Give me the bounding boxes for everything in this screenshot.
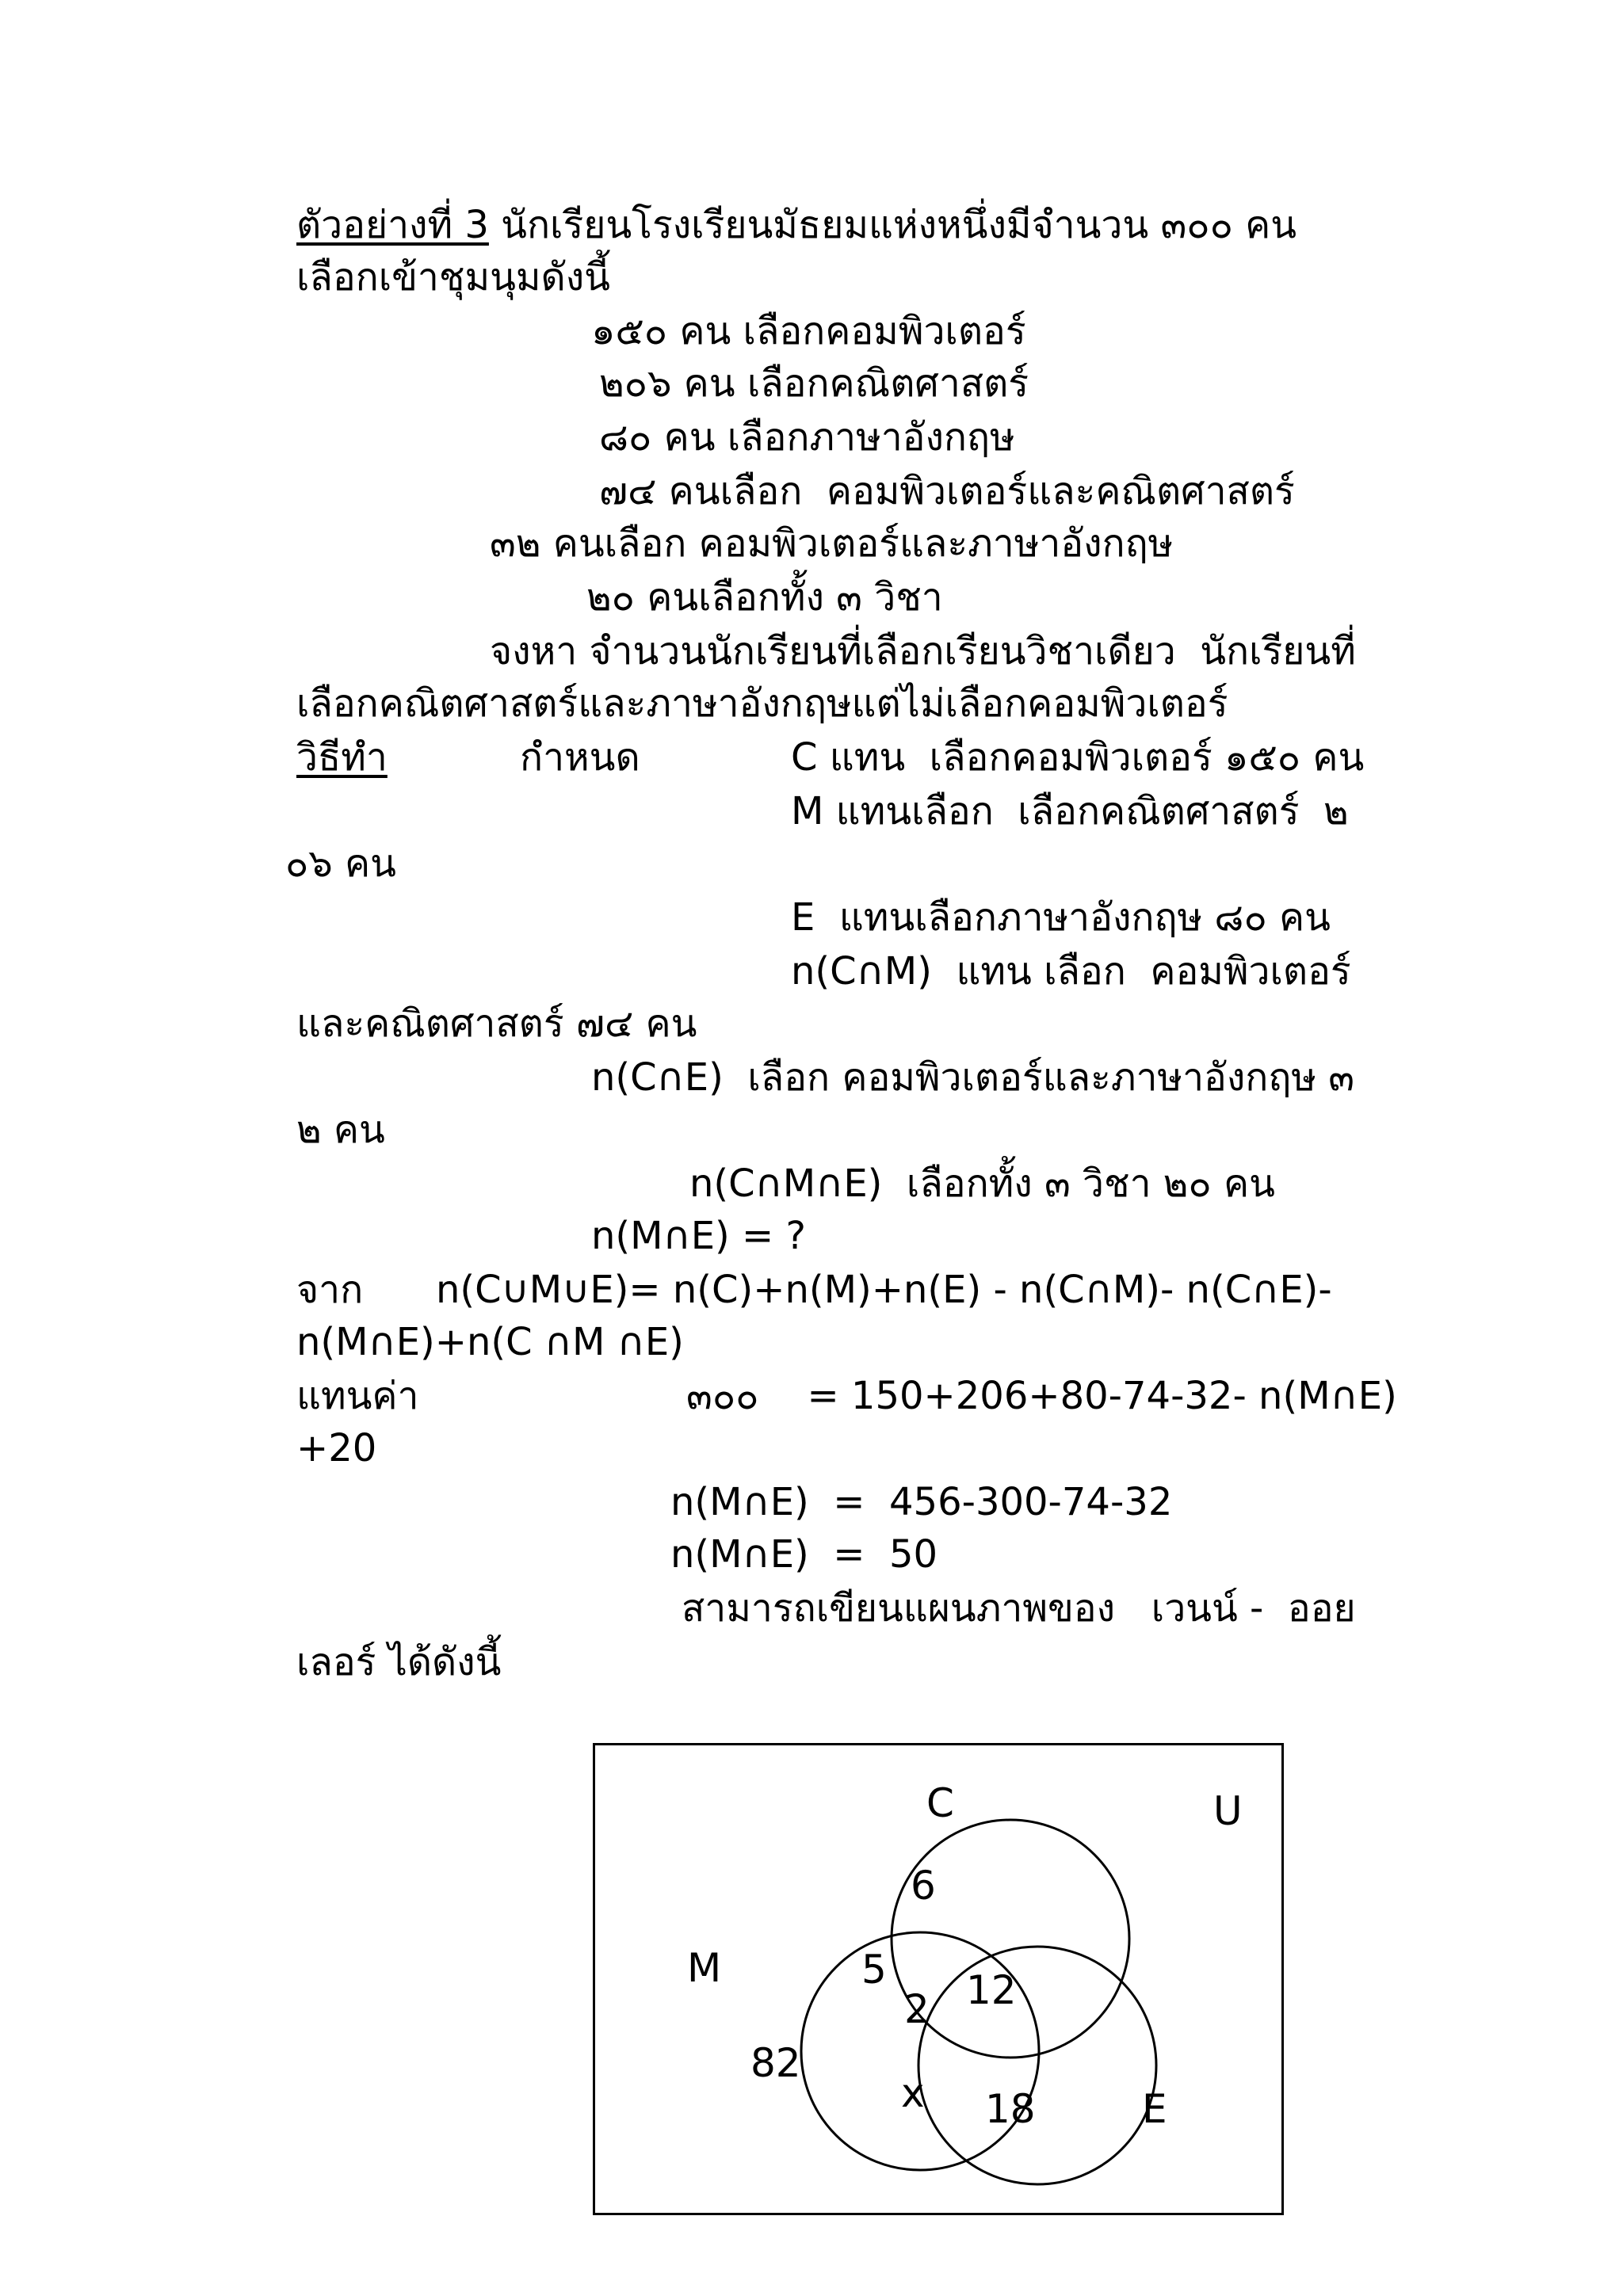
venn-intro-cont: เลอร์ ได้ดังนี้ bbox=[296, 1640, 502, 1684]
problem-text-2: เลือกเข้าชุมนุมดังนี้ bbox=[296, 255, 610, 299]
question-text-2: เลือกคณิตศาสตร์และภาษาอังกฤษแต่ไม่เลือกคอมพิวเตอร์ bbox=[296, 681, 1228, 726]
value-c-only: 6 bbox=[911, 1863, 936, 1909]
label-m: M bbox=[687, 1945, 722, 1991]
define-cm: n(C∩M) แทน เลือก คอมพิวเตอร์ bbox=[791, 949, 1351, 994]
label-e: E bbox=[1142, 2086, 1167, 2132]
label-c: C bbox=[926, 1780, 954, 1826]
example-heading-line bbox=[296, 201, 1296, 249]
example-number: ตัวอย่างที่ 3 bbox=[296, 203, 489, 247]
solve-step-2: n(M∩E) = 50 bbox=[670, 1532, 938, 1577]
solve-step-1: n(M∩E) = 456-300-74-32 bbox=[670, 1480, 1173, 1524]
union-formula-cont: n(M∩E)+n(C ∩M ∩E) bbox=[296, 1320, 684, 1364]
value-c-and-m: 5 bbox=[861, 1947, 887, 1993]
item-computer-math: ๗๔ คนเลือก คอมพิวเตอร์และคณิตศาสตร์ bbox=[599, 469, 1295, 513]
from-label: จาก bbox=[296, 1268, 364, 1312]
define-me: n(M∩E) = ? bbox=[591, 1214, 806, 1258]
question-text-1: จงหา จำนวนนักเรียนที่เลือกเรียนวิชาเดียว นักเรียนที่ bbox=[490, 629, 1356, 673]
label-u: U bbox=[1213, 1788, 1243, 1834]
define-label: กำหนด bbox=[520, 735, 640, 780]
solution-heading: วิธีทำ bbox=[296, 735, 388, 780]
union-formula: n(C∪M∪E)= n(C)+n(M)+n(E) - n(C∩M)- n(C∩E)- bbox=[436, 1268, 1332, 1312]
venn-diagram-svg bbox=[595, 1745, 1281, 2213]
define-cme: n(C∩M∩E) เลือกทั้ง ๓ วิชา ๒๐ คน bbox=[689, 1161, 1275, 1206]
value-all-three: 2 bbox=[904, 1986, 930, 2032]
item-computer-english: ๓๒ คนเลือก คอมพิวเตอร์และภาษาอังกฤษ bbox=[490, 521, 1174, 566]
value-e-only: 18 bbox=[985, 2086, 1036, 2132]
item-math: ๒๐๖ คน เลือกคณิตศาสตร์ bbox=[599, 361, 1029, 406]
substitute-equation: ๓๐๐ = 150+206+80-74-32- n(M∩E) bbox=[686, 1374, 1397, 1418]
value-c-and-e: 12 bbox=[966, 1967, 1017, 2013]
define-m: M แทนเลือก เลือกคณิตศาสตร์ ๒ bbox=[791, 789, 1349, 833]
item-all-three: ๒๐ คนเลือกทั้ง ๓ วิชา bbox=[586, 575, 943, 620]
define-ce: n(C∩E) เลือก คอมพิวเตอร์และภาษาอังกฤษ ๓ bbox=[591, 1055, 1355, 1100]
venn-diagram bbox=[593, 1743, 1284, 2215]
value-m-and-e: x bbox=[901, 2070, 925, 2116]
value-m-only: 82 bbox=[750, 2040, 801, 2086]
venn-intro: สามารถเขียนแผนภาพของ เวนน์ - ออย bbox=[682, 1586, 1356, 1630]
item-computer: ๑๕๐ คน เลือกคอมพิวเตอร์ bbox=[591, 309, 1026, 353]
substitute-equation-cont: +20 bbox=[296, 1426, 377, 1470]
item-english: ๘๐ คน เลือกภาษาอังกฤษ bbox=[599, 415, 1015, 460]
problem-text-1: นักเรียนโรงเรียนมัธยมแห่งหนึ่งมีจำนวน ๓๐๐ คน bbox=[488, 203, 1297, 247]
substitute-label: แทนค่า bbox=[296, 1374, 419, 1418]
define-e: E แทนเลือกภาษาอังกฤษ ๘๐ คน bbox=[791, 895, 1331, 940]
define-cm-cont: และคณิตศาสตร์ ๗๔ คน bbox=[296, 1001, 697, 1046]
define-m-cont: ๐๖ คน bbox=[285, 841, 396, 886]
define-c: C แทน เลือกคอมพิวเตอร์ ๑๕๐ คน bbox=[791, 735, 1365, 780]
define-ce-cont: ๒ คน bbox=[296, 1108, 385, 1152]
